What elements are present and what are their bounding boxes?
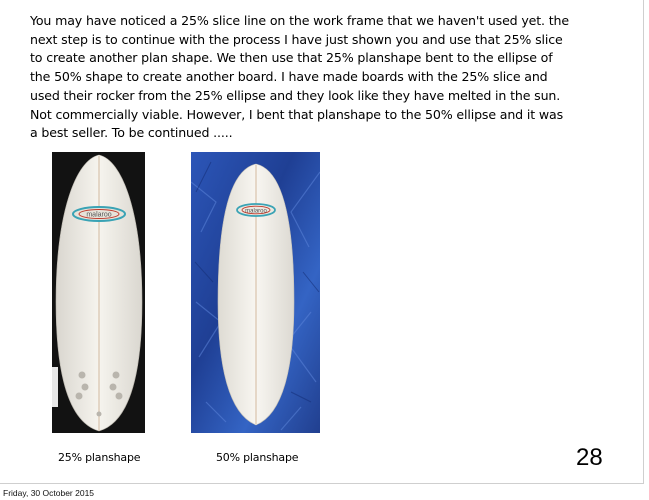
svg-text:malaroo: malaroo: [86, 211, 112, 219]
caption-25-planshape: 25% planshape: [58, 451, 141, 464]
surfboard-photo-50: [191, 152, 320, 433]
svg-text:malaroo: malaroo: [245, 208, 267, 215]
footer-date: Friday, 30 October 2015: [3, 488, 95, 498]
page-number: 28: [576, 444, 603, 471]
malaroo-logo: [237, 204, 275, 216]
caption-50-planshape: 50% planshape: [216, 451, 299, 464]
body-text: You may have noticed a 25% slice line on the work frame that we haven't used yet. the next step is to continue with the process I have just shown you and use that 25% slice to create another plan shape. We then use that 25% planshape bent to the ellipse of the 50% shape to create another board. I have made boards with the 25% slice and used their rocker from the 25% ellipse and they look like they have melted in the sun. Not commercially viable. However, I bent that planshape to the 50% ellipse and it was a best seller. To be continued .....: [30, 13, 569, 141]
malaroo-logo: [73, 207, 125, 221]
surfboard-photo-25: [52, 152, 145, 433]
